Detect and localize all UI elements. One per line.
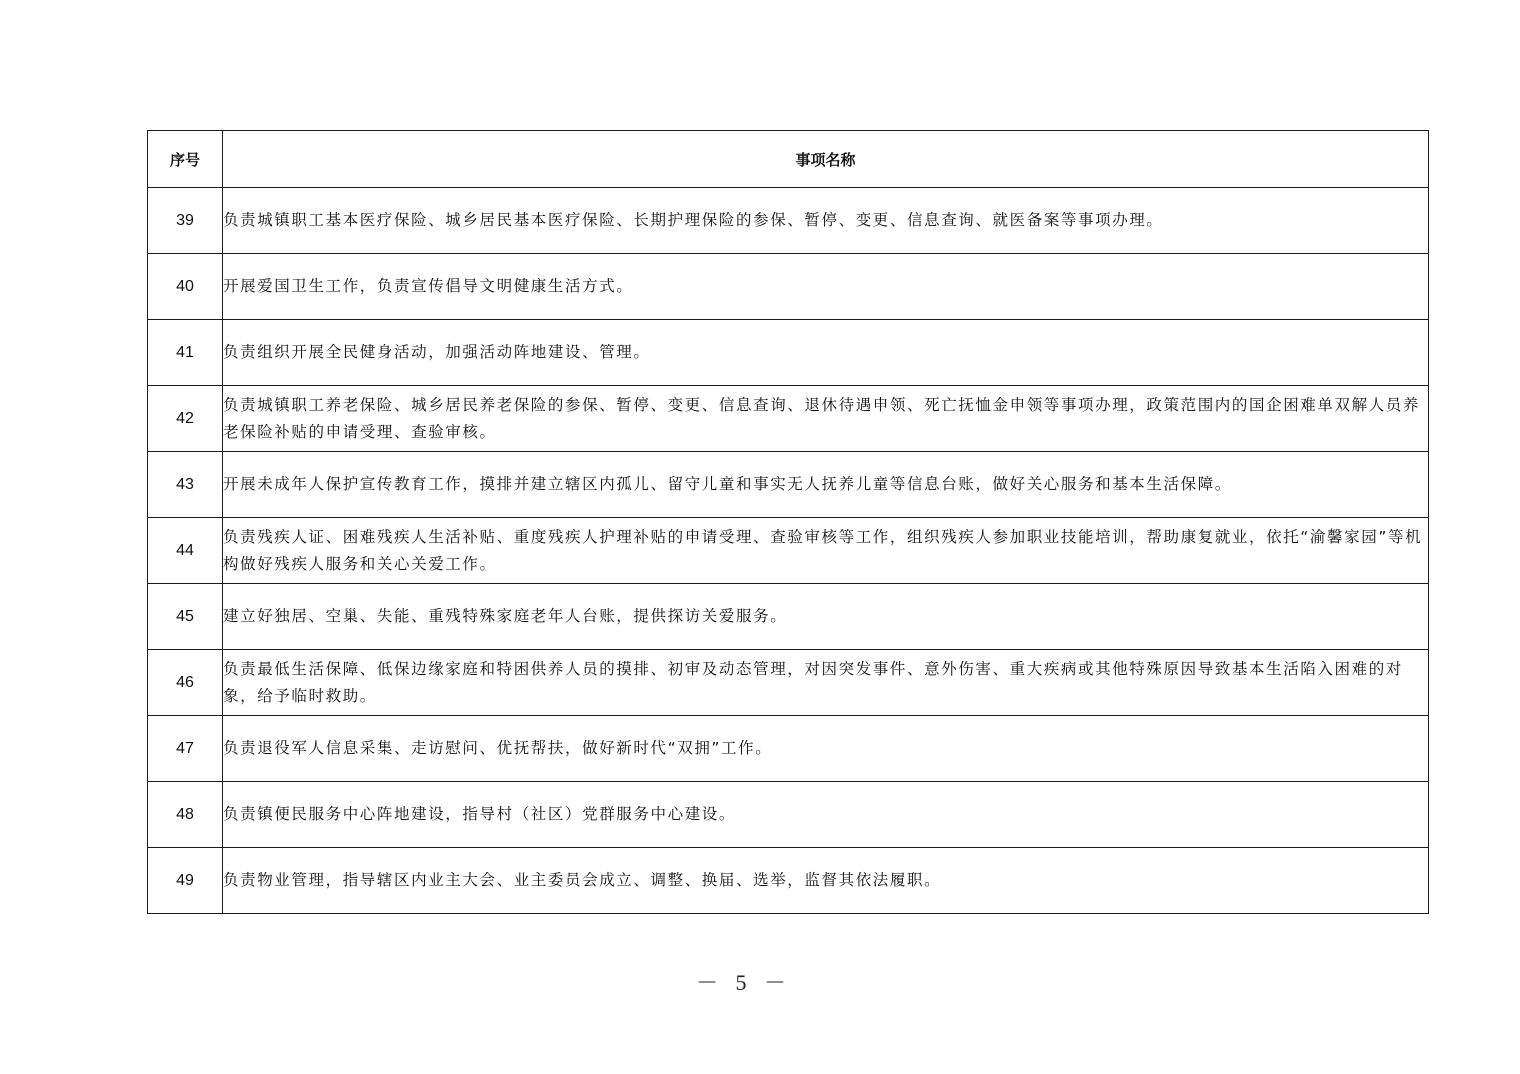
row-item-name: 开展未成年人保护宣传教育工作，摸排并建立辖区内孤儿、留守儿童和事实无人抚养儿童等信息台账，做好关心服务和基本生活保障。 <box>223 452 1429 518</box>
row-item-name: 负责残疾人证、困难残疾人生活补贴、重度残疾人护理补贴的申请受理、查验审核等工作，组织残疾人参加职业技能培训，帮助康复就业，依托“渝馨家园”等机构做好残疾人服务和关心关爱工作。 <box>223 518 1429 584</box>
table-row <box>148 254 1429 320</box>
items-table <box>147 130 1429 914</box>
table-row <box>148 320 1429 386</box>
table-row <box>148 518 1429 584</box>
row-serial-number: 49 <box>148 848 223 914</box>
table-row <box>148 716 1429 782</box>
page-number: － 5 － <box>695 970 792 995</box>
table-header-row <box>148 131 1429 188</box>
row-serial-number: 41 <box>148 320 223 386</box>
row-item-name: 开展爱国卫生工作，负责宣传倡导文明健康生活方式。 <box>223 254 1429 320</box>
table-row <box>148 650 1429 716</box>
row-serial-number: 40 <box>148 254 223 320</box>
row-serial-number: 44 <box>148 518 223 584</box>
table-row <box>148 584 1429 650</box>
row-item-name: 负责组织开展全民健身活动，加强活动阵地建设、管理。 <box>223 320 1429 386</box>
row-serial-number: 45 <box>148 584 223 650</box>
row-item-name: 负责物业管理，指导辖区内业主大会、业主委员会成立、调整、换届、选举，监督其依法履职。 <box>223 848 1429 914</box>
row-serial-number: 46 <box>148 650 223 716</box>
row-serial-number: 39 <box>148 188 223 254</box>
row-serial-number: 48 <box>148 782 223 848</box>
row-item-name: 负责最低生活保障、低保边缘家庭和特困供养人员的摸排、初审及动态管理，对因突发事件、意外伤害、重大疾病或其他特殊原因导致基本生活陷入困难的对象，给予临时救助。 <box>223 650 1429 716</box>
row-item-name: 建立好独居、空巢、失能、重残特殊家庭老年人台账，提供探访关爱服务。 <box>223 584 1429 650</box>
table-row <box>148 188 1429 254</box>
row-serial-number: 43 <box>148 452 223 518</box>
table-row <box>148 452 1429 518</box>
row-item-name: 负责城镇职工养老保险、城乡居民养老保险的参保、暂停、变更、信息查询、退休待遇申领、死亡抚恤金申领等事项办理，政策范围内的国企困难单双解人员养老保险补贴的申请受理、查验审核。 <box>223 386 1429 452</box>
row-item-name: 负责城镇职工基本医疗保险、城乡居民基本医疗保险、长期护理保险的参保、暂停、变更、信息查询、就医备案等事项办理。 <box>223 188 1429 254</box>
header-serial-number: 序号 <box>148 131 223 188</box>
row-item-name: 负责退役军人信息采集、走访慰问、优抚帮扶，做好新时代“双拥”工作。 <box>223 716 1429 782</box>
row-serial-number: 47 <box>148 716 223 782</box>
row-serial-number: 42 <box>148 386 223 452</box>
table-row <box>148 386 1429 452</box>
table-row <box>148 848 1429 914</box>
header-item-name: 事项名称 <box>223 131 1429 188</box>
table-row <box>148 782 1429 848</box>
row-item-name: 负责镇便民服务中心阵地建设，指导村（社区）党群服务中心建设。 <box>223 782 1429 848</box>
